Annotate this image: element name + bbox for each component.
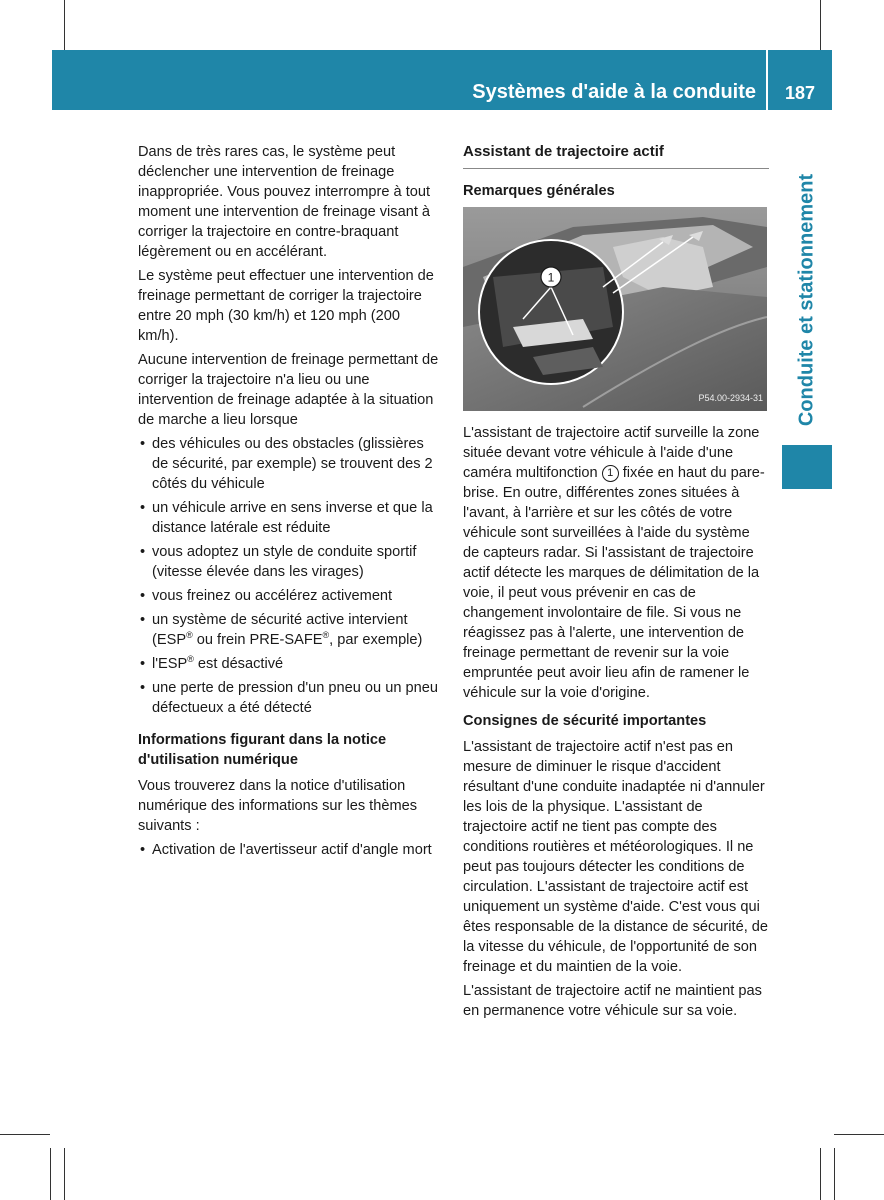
paragraph: Le système peut effectuer une intervention de freinage permettant de corriger la trajectoire entre 20 mph (30 km/h) et 120 mph (200 km/h). xyxy=(138,268,434,344)
registered-mark: ® xyxy=(186,630,193,641)
side-chapter-marker xyxy=(782,445,832,489)
paragraph: L'assistant de trajectoire actif n'est pas en mesure de diminuer le risque d'accident résultant d'une conduite inadaptée ni d'annuler les lois de la physique. L'assistant de trajectoire actif ne tient pas compte des conditions routières et météorologiques. Il ne peut pas toujours détecter les conditions de circulation. L'assistant de trajectoire actif est uniquement un système d'aide. C'est vous qui êtes responsable de la distance de sécurité, de la vitesse du véhicule, de l'opportunité de son freinage et du maintien de la voie. xyxy=(463,739,769,975)
header-bar xyxy=(52,50,766,110)
crop-mark xyxy=(820,0,821,50)
subsection-heading: Remarques générales xyxy=(463,183,615,199)
section-heading: Assistant de trajectoire actif xyxy=(463,142,769,169)
crop-mark xyxy=(834,1148,835,1200)
car-windshield-illustration xyxy=(463,207,767,411)
registered-mark: ® xyxy=(187,654,194,665)
crop-mark xyxy=(820,1148,821,1200)
crop-mark xyxy=(64,0,65,50)
registered-mark: ® xyxy=(322,630,330,641)
list-item-text: l'ESP xyxy=(152,656,188,672)
paragraph-text: L'assistant de trajectoire actif surveille la zone située devant votre véhicule à l'aide d'une caméra multifonction xyxy=(463,425,760,481)
paragraph xyxy=(463,423,769,703)
list-item xyxy=(138,610,444,650)
side-chapter-tab xyxy=(782,160,832,440)
side-chapter-label: Conduite et stationnement xyxy=(795,173,818,427)
section-heading: Informations figurant dans la notice d'utilisation numérique xyxy=(138,732,387,768)
list-item: • un véhicule arrive en sens inverse et que la distance latérale est réduite xyxy=(138,498,444,538)
paragraph-text: fixée en haut du pare-brise. En outre, différentes zones situées à l'avant, à l'arrière et sur les côtés de votre véhicule sont surveillées à l'aide du système de capteurs radar. Si l'assistant de trajectoire actif détecte les marques de délimitation de la voie, il peut vous prévenir en cas de changement involontaire de file. Si vous ne réagissez pas à l'alerte, une intervention de freinage permettant de revenir sur la voie empruntée peut avoir lieu afin de ramener le véhicule sur la voie d'origine. xyxy=(463,465,765,701)
page-title: Systèmes d'aide à la conduite xyxy=(472,81,756,103)
list-item: • des véhicules ou des obstacles (glissières de sécurité, par exemple) se trouvent des 2 côtés du véhicule xyxy=(138,434,444,494)
list-item-text: est désactivé xyxy=(193,656,284,672)
list-item-text: , par exemple) xyxy=(329,632,423,648)
camera-illustration xyxy=(463,207,767,411)
list-item-text: ou frein PRE-SAFE xyxy=(192,632,323,648)
list-item xyxy=(138,654,444,674)
left-column xyxy=(138,142,444,864)
crop-mark xyxy=(834,1134,884,1135)
list-item: • vous freinez ou accélérez activement xyxy=(138,586,444,606)
crop-mark xyxy=(50,1148,51,1200)
paragraph: Dans de très rares cas, le système peut déclencher une intervention de freinage inappropriée. Vous pouvez interrompre à tout moment une intervention de freinage visant à corriger la trajectoire en contre-braquant légèrement ou en accélérant. xyxy=(138,144,431,260)
crop-mark xyxy=(64,1148,65,1200)
crop-mark xyxy=(0,1134,50,1135)
paragraph: L'assistant de trajectoire actif ne maintient pas en permanence votre véhicule sur sa voie. xyxy=(463,983,762,1019)
page-number: 187 xyxy=(784,83,816,103)
paragraph: Aucune intervention de freinage permettant de corriger la trajectoire n'a lieu ou une intervention de freinage adaptée à la situation de marche a lieu lorsque xyxy=(138,352,439,428)
list-item: • vous adoptez un style de conduite sportif (vitesse élevée dans les virages) xyxy=(138,542,444,582)
callout-ref-1: 1 xyxy=(602,465,619,482)
figure-code: P54.00-2934-31 xyxy=(698,393,763,403)
bullet-list xyxy=(138,840,444,860)
bullet-list xyxy=(138,434,444,718)
right-column xyxy=(463,142,769,1025)
callout-number: 1 xyxy=(547,270,555,285)
list-item: • une perte de pression d'un pneu ou un pneu défectueux a été détecté xyxy=(138,678,444,718)
list-item: • Activation de l'avertisseur actif d'angle mort xyxy=(138,840,444,860)
subsection-heading: Consignes de sécurité importantes xyxy=(463,713,707,729)
list-item-text: un système de sécurité active intervient (ESP xyxy=(152,612,408,648)
page-number-box xyxy=(768,50,832,110)
paragraph: Vous trouverez dans la notice d'utilisation numérique des informations sur les thèmes suivants : xyxy=(138,778,418,834)
